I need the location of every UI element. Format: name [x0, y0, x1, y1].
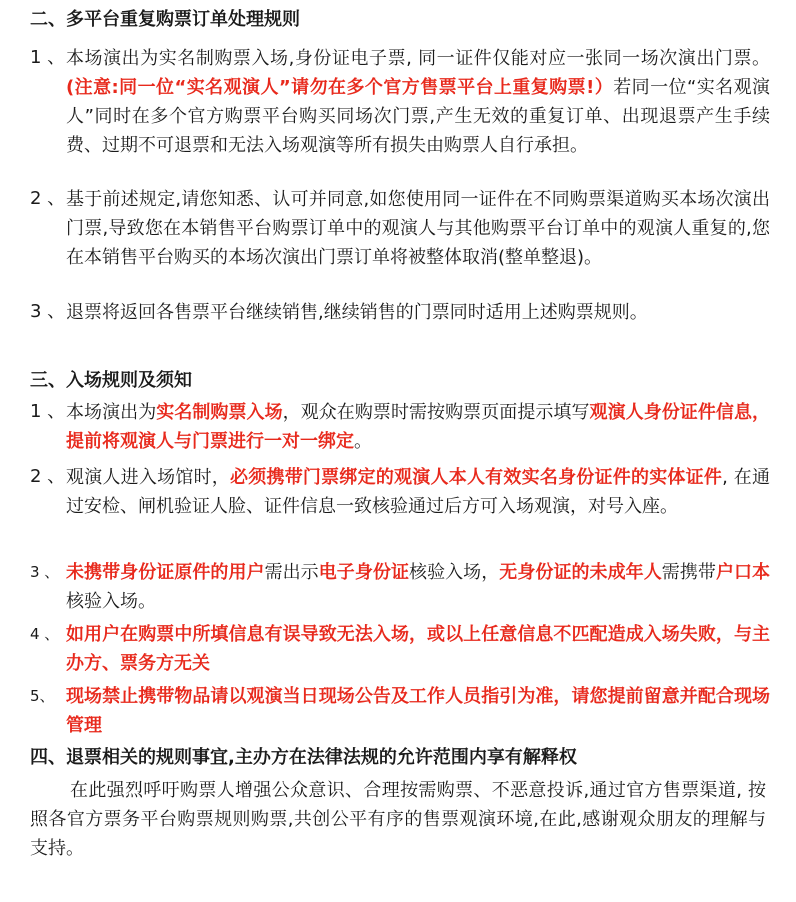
- section-3-item-3: [30, 558, 770, 616]
- section-2-item-2: [30, 185, 770, 272]
- item-number: 4 、: [30, 625, 60, 643]
- section-2-title: 二、多平台重复购票订单处理规则: [30, 9, 300, 30]
- warning-note: (注意:同一位“实名观演人”请勿在多个官方售票平台上重复购票!）: [66, 77, 614, 98]
- closing-paragraph: 在此强烈呼吁购票人增强公众意识、合理按需购票、不恶意投诉,通过官方售票渠道, 按照各官方票务平台购票规则购票,共创公平有序的售票观演环境,在此,感谢观众朋友的理解与支持。: [30, 780, 766, 859]
- section-4-title: 四、退票相关的规则事宜,主办方在法律法规的允许范围内享有解释权: [30, 747, 577, 768]
- section-3-item-1: [30, 398, 770, 456]
- item-number: 3 、: [30, 301, 66, 322]
- item-text: 观演人进入场馆时，必须携带门票绑定的观演人本人有效实名身份证件的实体证件, 在通过安检、闸机验证人脸、证件信息一致核验通过后方可入场观演，对号入座。: [66, 467, 771, 517]
- item-number: 1 、: [30, 401, 66, 422]
- section-3-item-5: [30, 682, 770, 740]
- item-text: 本场演出为实名制购票入场,身份证电子票, 同一证件仅能对应一张同一场次演出门票。 (注意:同一位“实名观演人”请勿在多个官方售票平台上重复购票!）若同一位“实名观演人”同时在多个官方购票平台购买同场次门票,产生无效的重复订单、出现退票产生手续费、过期不可退票和无法入场观演等所有损失由购票人自行承担。: [66, 48, 771, 156]
- item-number: 1 、: [30, 47, 66, 68]
- section-3-item-4: [30, 620, 770, 678]
- item-text: 如用户在购票中所填信息有误导致无法入场，或以上任意信息不匹配造成入场失败，与主办方、票务方无关: [66, 624, 770, 674]
- section-2-item-1: [30, 44, 770, 160]
- item-number: 2 、: [30, 188, 66, 209]
- item-number: 3 、: [30, 563, 60, 581]
- section-3-title: 三、入场规则及须知: [30, 370, 192, 391]
- section-3-item-2: [30, 463, 770, 521]
- item-text: 基于前述规定,请您知悉、认可并同意,如您使用同一证件在不同购票渠道购买本场次演出门票,导致您在本销售平台购票订单中的观演人与其他购票平台订单中的观演人重复的,您在本销售平台购买的本场次演出门票订单将被整体取消(整单整退)。: [66, 189, 770, 268]
- item-text: 未携带身份证原件的用户需出示电子身份证核验入场，无身份证的未成年人需携带户口本核验入场。: [66, 562, 771, 612]
- item-text: 退票将返回各售票平台继续销售,继续销售的门票同时适用上述购票规则。: [66, 302, 648, 323]
- section-2-item-3: [30, 298, 770, 327]
- item-text: 现场禁止携带物品请以观演当日现场公告及工作人员指引为准，请您提前留意并配合现场管理: [66, 686, 770, 736]
- item-text: 本场演出为实名制购票入场，观众在购票时需按购票页面提示填写观演人身份证件信息，提前将观演人与门票进行一对一绑定。: [66, 402, 771, 452]
- item-number: 2 、: [30, 466, 66, 487]
- item-number: 5、: [30, 687, 55, 705]
